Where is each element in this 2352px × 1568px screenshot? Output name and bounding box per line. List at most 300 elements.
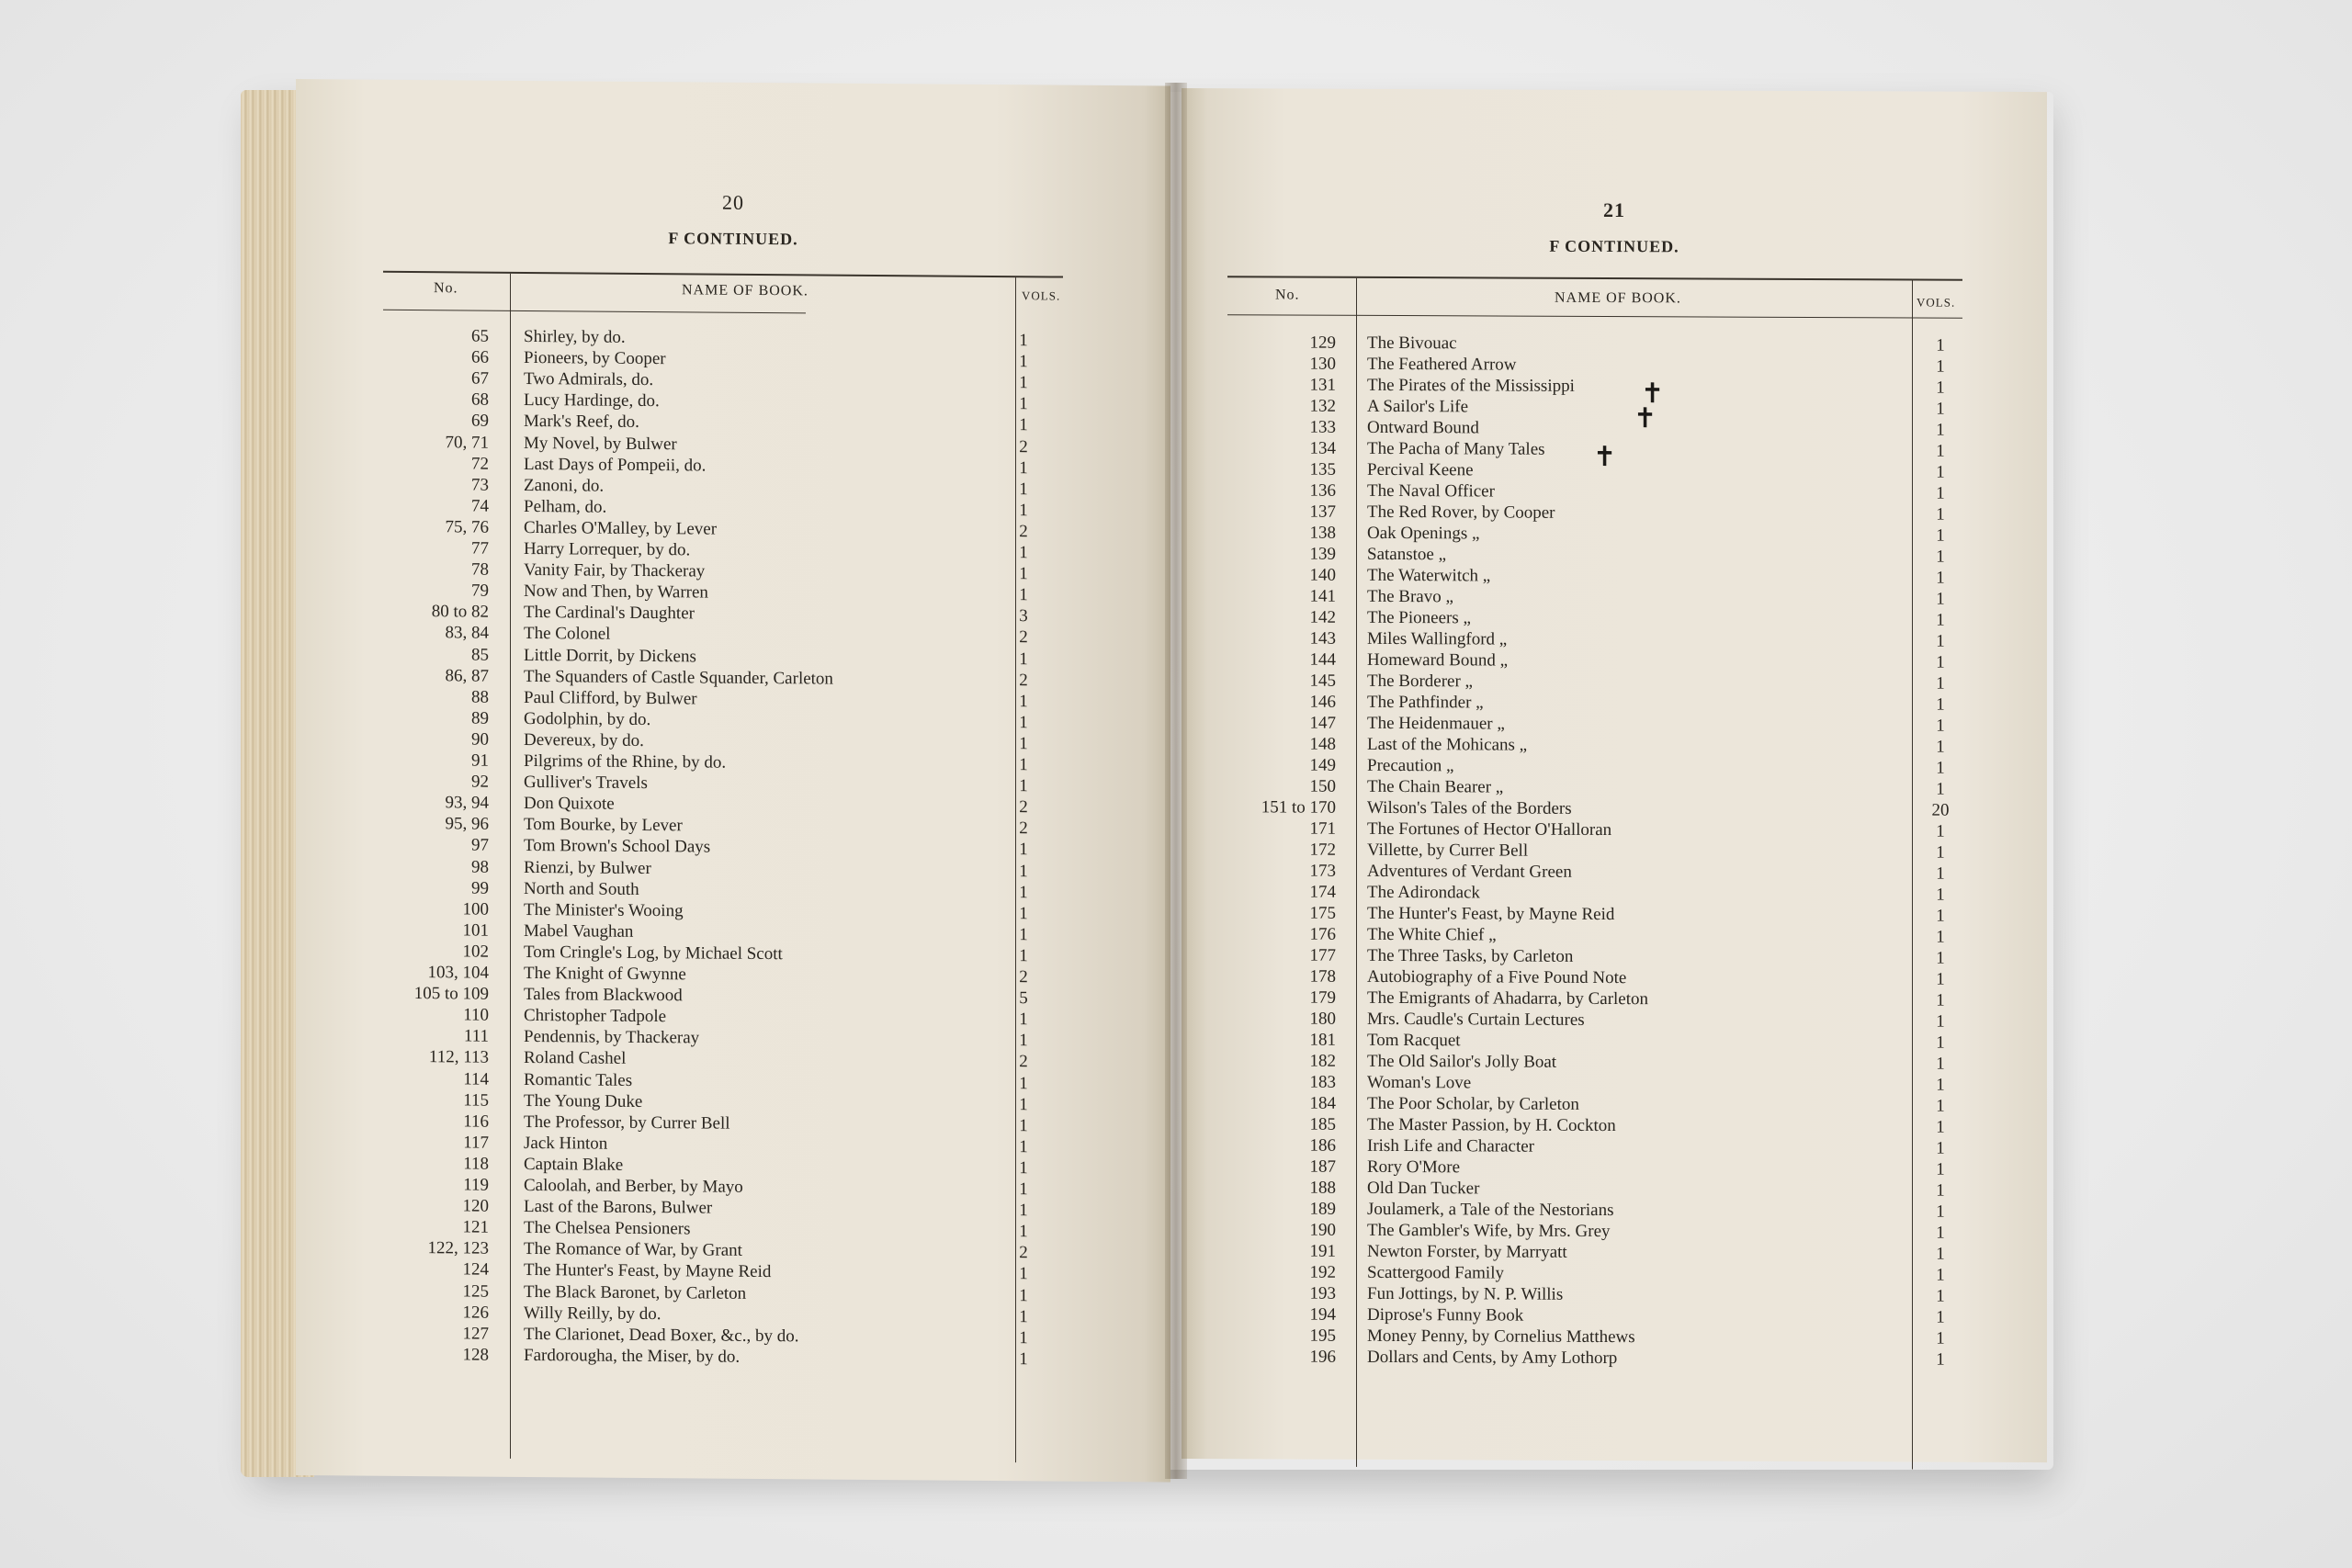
book-number: 181 (1309, 1030, 1336, 1050)
volume-count: 1 (1019, 712, 1028, 733)
book-title: Christopher Tadpole (524, 1006, 667, 1027)
volume-count: 1 (1936, 1138, 1945, 1158)
book-number: 90 (471, 729, 489, 750)
book-list-right (1182, 333, 2047, 1370)
volume-count: 1 (1936, 420, 1945, 440)
book-number: 72 (471, 454, 489, 474)
book-title: The Fortunes of Hector O'Halloran (1367, 818, 1612, 840)
book-number: 189 (1309, 1199, 1336, 1219)
book-title: Mark's Reef, do. (524, 412, 639, 433)
book-number: 67 (471, 368, 489, 389)
volume-count: 2 (1019, 670, 1028, 690)
book-title: Devereux, by do. (524, 729, 644, 750)
volume-count: 1 (1936, 356, 1945, 377)
book-title: Lucy Hardinge, do. (524, 390, 660, 412)
book-title: Pioneers, by Cooper (524, 348, 666, 369)
book-number: 83, 84 (445, 623, 489, 644)
book-number: 131 (1309, 375, 1336, 395)
book-title: Tom Bourke, by Lever (524, 815, 683, 836)
book-number: 79 (471, 581, 489, 601)
book-list-left (296, 325, 1170, 1370)
book-number: 196 (1309, 1347, 1336, 1367)
book-title: Godolphin, by do. (524, 708, 651, 729)
book-title: The Pirates of the Mississippi (1367, 375, 1575, 396)
volume-count: 1 (1936, 1054, 1945, 1074)
volume-count: 2 (1019, 436, 1028, 457)
book-title: The Borderer „ (1367, 671, 1473, 692)
book-title: Woman's Love (1367, 1072, 1472, 1093)
book-number: 77 (471, 538, 489, 558)
book-number: 121 (462, 1217, 489, 1237)
page-number-left: 20 (722, 190, 744, 214)
book-title: Homeward Bound „ (1367, 649, 1509, 671)
book-title: The Knight of Gwynne (524, 963, 686, 985)
book-number: 137 (1309, 502, 1336, 522)
book-number: 129 (1309, 333, 1336, 353)
volume-count: 1 (1019, 734, 1028, 754)
book-title: The Gambler's Wife, by Mrs. Grey (1367, 1220, 1611, 1242)
book-number: 110 (463, 1005, 489, 1025)
book-title: The Red Rover, by Cooper (1367, 502, 1555, 523)
volume-count: 1 (1019, 946, 1028, 966)
volume-count: 2 (1019, 797, 1028, 818)
book-number: 126 (462, 1303, 489, 1323)
volume-count: 1 (1936, 462, 1945, 482)
book-title: Rory O'More (1367, 1156, 1461, 1178)
book-number: 185 (1309, 1114, 1336, 1134)
book-number: 192 (1309, 1262, 1336, 1282)
volume-count: 1 (1936, 1159, 1945, 1179)
book-title: Diprose's Funny Book (1367, 1304, 1524, 1325)
volume-count: 1 (1936, 694, 1945, 715)
volume-count: 1 (1019, 1115, 1028, 1135)
book-title: Scattergood Family (1367, 1262, 1504, 1283)
book-title: My Novel, by Bulwer (524, 433, 677, 454)
book-number: 128 (462, 1345, 489, 1365)
book-number: 179 (1309, 987, 1336, 1008)
book-number: 100 (462, 899, 489, 919)
book-title: Last Days of Pompeii, do. (524, 454, 707, 476)
volume-count: 1 (1936, 969, 1945, 989)
book-number: 178 (1309, 966, 1336, 987)
book-number: 80 to 82 (431, 602, 489, 622)
book-number: 175 (1309, 903, 1336, 923)
book-title: Zanoni, do. (524, 475, 605, 496)
volume-count: 1 (1019, 861, 1028, 881)
book-number: 102 (462, 942, 489, 962)
book-title: The Minister's Wooing (524, 899, 684, 920)
book-number: 193 (1309, 1283, 1336, 1303)
volume-count: 1 (1019, 479, 1028, 499)
book-number: 101 (462, 920, 489, 941)
volume-count: 1 (1936, 1286, 1945, 1306)
book-title: Old Dan Tucker (1367, 1178, 1480, 1199)
volume-count: 1 (1019, 1031, 1028, 1051)
book-title: The Romance of War, by Grant (524, 1239, 742, 1261)
book-title: Money Penny, by Cornelius Matthews (1367, 1325, 1635, 1348)
volume-count: 1 (1936, 378, 1945, 398)
book-title: Gulliver's Travels (524, 773, 648, 794)
book-number: 78 (471, 559, 489, 580)
book-title: A Sailor's Life (1367, 396, 1469, 417)
handwritten-cross-mark: ✝ (1634, 403, 1657, 434)
volume-count: 1 (1019, 755, 1028, 775)
book-number: 194 (1309, 1304, 1336, 1325)
book-number: 148 (1309, 734, 1336, 754)
volume-count: 2 (1019, 967, 1028, 987)
book-title: Oak Openings „ (1367, 523, 1480, 544)
book-number: 140 (1309, 565, 1336, 585)
volume-count: 1 (1936, 863, 1945, 884)
book-number: 91 (471, 750, 489, 771)
volume-count: 20 (1931, 800, 1950, 820)
book-number: 195 (1309, 1325, 1336, 1346)
volume-count: 1 (1019, 352, 1028, 372)
book-number: 105 to 109 (413, 984, 489, 1004)
volume-count: 1 (1019, 903, 1028, 923)
volume-count: 1 (1936, 1117, 1945, 1137)
book-title: Tom Racquet (1367, 1030, 1461, 1051)
book-title: Fun Jottings, by N. P. Willis (1367, 1283, 1564, 1304)
volume-count: 1 (1019, 1306, 1028, 1326)
book-title: Tom Brown's School Days (524, 836, 711, 857)
volume-count: 1 (1019, 564, 1028, 584)
book-number: 70, 71 (445, 432, 489, 453)
book-title: The Chelsea Pensioners (524, 1218, 691, 1239)
book-number: 125 (462, 1280, 489, 1302)
book-number: 184 (1309, 1093, 1336, 1113)
book-number: 116 (463, 1111, 489, 1132)
book-number: 114 (463, 1068, 489, 1089)
volume-count: 1 (1019, 776, 1028, 796)
book-title: Tom Cringle's Log, by Michael Scott (524, 942, 783, 964)
volume-count: 1 (1019, 1010, 1028, 1030)
book-title: Roland Cashel (524, 1048, 627, 1069)
left-page (296, 79, 1170, 1482)
book-title: The Pacha of Many Tales (1367, 438, 1545, 459)
book-number: 127 (462, 1324, 489, 1344)
volume-count: 1 (1936, 568, 1945, 588)
book-title: The Heidenmauer „ (1367, 713, 1505, 734)
book-title: Paul Clifford, by Bulwer (524, 687, 697, 709)
book-title: The Bravo „ (1367, 586, 1453, 607)
book-number: 183 (1309, 1072, 1336, 1092)
volume-count: 1 (1019, 1201, 1028, 1221)
book-title: The Professor, by Currer Bell (524, 1111, 730, 1134)
volume-count: 1 (1936, 906, 1945, 926)
book-number: 73 (471, 475, 489, 495)
section-heading-right: F CONTINUED. (1549, 236, 1679, 256)
book-title: Now and Then, by Warren (524, 581, 708, 603)
book-title: The Pioneers „ (1367, 607, 1471, 628)
volume-count: 1 (1936, 927, 1945, 947)
volume-count: 1 (1936, 716, 1945, 736)
volume-count: 1 (1019, 1179, 1028, 1200)
book-title: The Black Baronet, by Carleton (524, 1281, 747, 1303)
book-number: 88 (471, 687, 489, 707)
book-number: 135 (1309, 459, 1336, 479)
book-number: 75, 76 (445, 517, 489, 537)
book-title: Newton Forster, by Marryatt (1367, 1241, 1567, 1262)
volume-count: 1 (1936, 1244, 1945, 1264)
book-title: The Three Tasks, by Carleton (1367, 945, 1574, 966)
book-title: Vanity Fair, by Thackeray (524, 560, 706, 581)
book-title: Mabel Vaughan (524, 920, 634, 942)
book-number: 133 (1309, 417, 1336, 437)
volume-count: 1 (1019, 331, 1028, 351)
book-title: Jack Hinton (524, 1133, 608, 1154)
book-title: Miles Wallingford „ (1367, 628, 1508, 649)
book-title: Pilgrims of the Rhine, by do. (524, 750, 727, 773)
book-number: 122, 123 (427, 1238, 489, 1258)
volume-count: 1 (1019, 373, 1028, 393)
volume-count: 2 (1019, 818, 1028, 839)
volume-count: 1 (1019, 840, 1028, 860)
volume-count: 1 (1019, 924, 1028, 945)
book-title: Autobiography of a Five Pound Note (1367, 966, 1627, 988)
volume-count: 1 (1936, 821, 1945, 841)
volume-count: 1 (1936, 948, 1945, 968)
handwritten-cross-mark: ✝ (1641, 378, 1665, 410)
book-number: 180 (1309, 1009, 1336, 1029)
volume-count: 1 (1019, 500, 1028, 521)
book-number: 141 (1309, 586, 1336, 606)
book-title: The Young Duke (524, 1090, 643, 1111)
volume-count: 1 (1936, 990, 1945, 1010)
book-number: 142 (1309, 607, 1336, 627)
book-number: 149 (1309, 755, 1336, 775)
book-title: North and South (524, 878, 639, 899)
book-title: Last of the Mohicans „ (1367, 734, 1528, 755)
book-title: Ontward Bound (1367, 417, 1479, 438)
book-number: 66 (471, 347, 489, 367)
book-title: Irish Life and Character (1367, 1135, 1534, 1156)
book-title: Adventures of Verdant Green (1367, 861, 1572, 882)
book-number: 119 (463, 1175, 489, 1195)
volume-count: 1 (1019, 691, 1028, 711)
book-number: 86, 87 (445, 665, 489, 686)
volume-count: 1 (1936, 1201, 1945, 1222)
book-number: 111 (463, 1026, 489, 1046)
volume-count: 1 (1936, 652, 1945, 672)
book-number: 174 (1309, 882, 1336, 902)
book-title: Willy Reilly, by do. (524, 1303, 662, 1324)
column-header-name: NAME OF BOOK. (1555, 289, 1681, 307)
book-number: 65 (471, 326, 489, 346)
volume-count: 1 (1936, 610, 1945, 630)
book-title: Tales from Blackwood (524, 985, 683, 1006)
book-number: 132 (1309, 396, 1336, 416)
handwritten-cross-mark: ✝ (1593, 441, 1617, 473)
column-header-no: No. (1275, 287, 1300, 303)
book-title: Pelham, do. (524, 496, 607, 517)
volume-count: 1 (1936, 547, 1945, 567)
table-top-rule (383, 271, 1063, 278)
book-number: 103, 104 (427, 963, 489, 983)
book-title: Percival Keene (1367, 459, 1474, 480)
volume-count: 1 (1936, 673, 1945, 694)
book-number: 188 (1309, 1178, 1336, 1198)
book-title: The Master Passion, by H. Cockton (1367, 1114, 1616, 1136)
volume-count: 1 (1936, 1328, 1945, 1348)
volume-count: 2 (1019, 1243, 1028, 1263)
book-title: Fardorougha, the Miser, by do. (524, 1345, 741, 1367)
section-heading-left: F CONTINUED. (668, 229, 798, 249)
volume-count: 1 (1936, 1032, 1945, 1053)
volume-count: 1 (1936, 1180, 1945, 1201)
table-row (1182, 1347, 2047, 1371)
book-number: 191 (1309, 1241, 1336, 1261)
book-title: Harry Lorrequer, by do. (524, 538, 691, 560)
book-title: Charles O'Malley, by Lever (524, 517, 718, 539)
book-title: The Waterwitch „ (1367, 565, 1491, 586)
right-page (1182, 88, 2047, 1462)
volume-count: 2 (1019, 627, 1028, 648)
volume-count: 1 (1936, 399, 1945, 419)
book-title: Pendennis, by Thackeray (524, 1027, 700, 1048)
volume-count: 1 (1936, 842, 1945, 863)
book-title: The Hunter's Feast, by Mayne Reid (1367, 903, 1615, 925)
volume-count: 1 (1936, 737, 1945, 757)
book-title: Mrs. Caudle's Curtain Lectures (1367, 1009, 1585, 1030)
volume-count: 2 (1019, 522, 1028, 542)
book-title: The Squanders of Castle Squander, Carleton (524, 666, 833, 689)
book-title: The Bivouac (1367, 333, 1457, 354)
book-number: 145 (1309, 671, 1336, 691)
book-number: 99 (471, 878, 489, 898)
book-title: Last of the Barons, Bulwer (524, 1197, 713, 1218)
book-title: Shirley, by do. (524, 326, 626, 347)
book-number: 89 (471, 708, 489, 728)
volume-count: 1 (1936, 335, 1945, 355)
book-title: Joulamerk, a Tale of the Nestorians (1367, 1199, 1614, 1221)
book-number: 112, 113 (428, 1047, 489, 1068)
book-number: 98 (471, 857, 489, 877)
book-number: 115 (463, 1090, 489, 1111)
book-title: The Feathered Arrow (1367, 354, 1517, 375)
column-header-vols: VOLS. (1917, 295, 1956, 310)
book-number: 143 (1309, 628, 1336, 649)
volume-count: 1 (1936, 483, 1945, 503)
book-number: 68 (471, 389, 489, 410)
volume-count: 1 (1019, 415, 1028, 435)
book-title: Satanstoe „ (1367, 544, 1447, 565)
book-title: The Cardinal's Daughter (524, 603, 695, 624)
volume-count: 1 (1019, 1158, 1028, 1179)
volume-count: 1 (1019, 585, 1028, 605)
volume-count: 1 (1019, 1327, 1028, 1348)
book-title: The Clarionet, Dead Boxer, &c., by do. (524, 1324, 799, 1346)
book-number: 187 (1309, 1156, 1336, 1177)
book-title: The Hunter's Feast, by Mayne Reid (524, 1260, 772, 1282)
book-number: 92 (471, 772, 489, 792)
book-title: The Adirondack (1367, 882, 1480, 903)
header-bottom-rule (383, 310, 806, 314)
volume-count: 1 (1936, 631, 1945, 651)
book-title: Caloolah, and Berber, by Mayo (524, 1175, 743, 1197)
volume-count: 1 (1936, 1349, 1945, 1370)
column-header-vols: VOLS. (1022, 288, 1061, 303)
book-number: 69 (471, 411, 489, 432)
book-number: 190 (1309, 1220, 1336, 1240)
volume-count: 1 (1936, 1265, 1945, 1285)
book-number: 144 (1309, 649, 1336, 670)
book-title: The Colonel (524, 624, 611, 645)
book-title: The Emigrants of Ahadarra, by Carleton (1367, 987, 1649, 1010)
book-number: 118 (463, 1154, 489, 1174)
volume-count: 3 (1019, 606, 1028, 626)
book-number: 173 (1309, 861, 1336, 881)
book-number: 147 (1309, 713, 1336, 733)
book-title: Villette, by Currer Bell (1367, 840, 1529, 861)
book-title: The Chain Bearer „ (1367, 776, 1504, 797)
volume-count: 1 (1936, 779, 1945, 799)
book-title: The Poor Scholar, by Carleton (1367, 1093, 1579, 1114)
book-number: 172 (1309, 840, 1336, 860)
book-number: 95, 96 (445, 814, 489, 834)
book-number: 150 (1309, 776, 1336, 796)
column-header-no: No. (434, 280, 458, 297)
volume-count: 1 (1936, 1075, 1945, 1095)
book-title: Little Dorrit, by Dickens (524, 645, 696, 666)
book-number: 138 (1309, 523, 1336, 543)
book-title: The Old Sailor's Jolly Boat (1367, 1051, 1557, 1072)
volume-count: 1 (1019, 1222, 1028, 1242)
page-number-right: 21 (1603, 198, 1625, 222)
book-number: 93, 94 (445, 793, 489, 813)
book-title: Wilson's Tales of the Borders (1367, 797, 1572, 818)
book-title: Dollars and Cents, by Amy Lothorp (1367, 1347, 1618, 1369)
book-title: Precaution „ (1367, 755, 1454, 776)
volume-count: 1 (1936, 1307, 1945, 1327)
book-gutter (1165, 83, 1187, 1479)
volume-count: 1 (1019, 1264, 1028, 1284)
volume-count: 1 (1936, 441, 1945, 461)
book-number: 117 (463, 1133, 489, 1153)
book-number: 177 (1309, 945, 1336, 965)
book-number: 186 (1309, 1135, 1336, 1156)
book-number: 136 (1309, 480, 1336, 501)
book-number: 176 (1309, 924, 1336, 944)
header-bottom-rule (1227, 314, 1962, 318)
book-number: 146 (1309, 692, 1336, 712)
book-number: 97 (471, 835, 489, 856)
column-header-name: NAME OF BOOK. (682, 282, 808, 299)
volume-count: 1 (1936, 589, 1945, 609)
volume-count: 1 (1936, 758, 1945, 778)
volume-count: 1 (1019, 1348, 1028, 1370)
volume-count: 1 (1936, 1011, 1945, 1032)
book-number: 139 (1309, 544, 1336, 564)
book-title: Don Quixote (524, 794, 615, 814)
volume-count: 1 (1019, 457, 1028, 478)
volume-count: 1 (1936, 885, 1945, 905)
volume-count: 1 (1019, 649, 1028, 669)
volume-count: 1 (1019, 394, 1028, 414)
volume-count: 1 (1019, 543, 1028, 563)
volume-count: 1 (1019, 1073, 1028, 1093)
book-number: 130 (1309, 354, 1336, 374)
volume-count: 1 (1936, 1223, 1945, 1243)
book-number: 134 (1309, 438, 1336, 458)
volume-count: 1 (1936, 525, 1945, 546)
book-number: 74 (471, 496, 489, 516)
book-number: 151 to 170 (1261, 797, 1336, 818)
book-number: 182 (1309, 1051, 1336, 1071)
book-title: Romantic Tales (524, 1069, 633, 1090)
book-title: The White Chief „ (1367, 924, 1497, 945)
volume-count: 1 (1019, 1136, 1028, 1157)
